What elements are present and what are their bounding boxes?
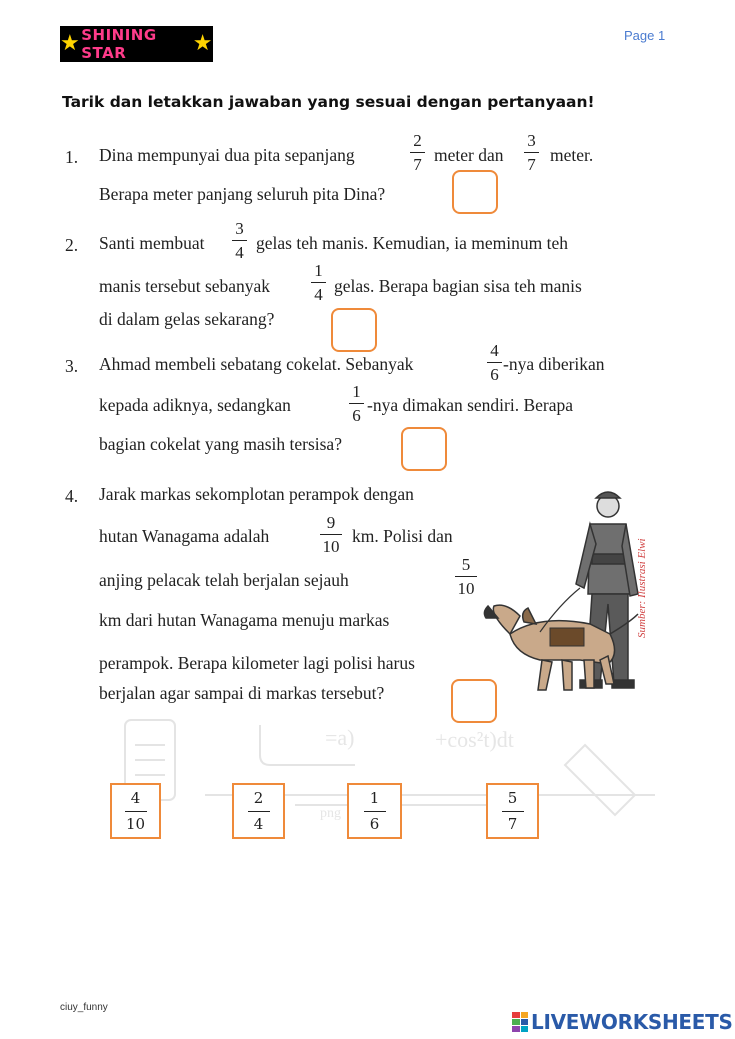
question-3-text: bagian cokelat yang masih tersisa?	[99, 434, 342, 454]
fraction-denominator: 6	[490, 365, 499, 384]
fraction-numerator: 1	[314, 261, 323, 280]
author-name: ciuy_funny	[60, 1002, 108, 1013]
question-2-text: gelas. Berapa bagian sisa teh manis	[334, 276, 582, 296]
tile-numerator: 5	[507, 788, 518, 807]
question-4-text: hutan Wanagama adalah	[99, 526, 270, 546]
fraction-1-4	[311, 262, 326, 303]
tile-numerator: 4	[130, 788, 141, 807]
fraction-denominator: 10	[457, 579, 475, 598]
fraction-denominator: 10	[322, 537, 340, 556]
fraction-denominator: 4	[314, 285, 323, 304]
answer-dropzone-1[interactable]	[452, 170, 498, 214]
question-4-text: km dari hutan Wanagama menuju markas	[99, 610, 390, 630]
tile-denominator: 4	[253, 814, 264, 833]
logo-text: SHINING STAR	[81, 26, 157, 62]
fraction-numerator: 2	[413, 131, 422, 150]
question-3-text: -nya dimakan sendiri. Berapa	[367, 395, 574, 415]
question-number: 3.	[65, 356, 79, 376]
page-label: Page 1	[624, 28, 666, 43]
answer-dropzone-3[interactable]	[401, 427, 447, 471]
tile-denominator: 7	[507, 814, 518, 833]
answer-tile[interactable]	[110, 783, 161, 839]
fraction-denominator: 4	[235, 243, 244, 262]
fraction-3-4	[232, 220, 247, 261]
question-4-text: anjing pelacak telah berjalan sejauh	[99, 570, 349, 590]
tile-denominator: 10	[125, 814, 146, 833]
fraction-numerator: 3	[235, 219, 244, 238]
question-3-text: -nya diberikan	[503, 354, 605, 374]
question-1-text: Dina mempunyai dua pita sepanjang	[99, 145, 355, 165]
question-4-text: berjalan agar sampai di markas tersebut?	[99, 683, 385, 703]
shining-star-logo	[60, 26, 213, 62]
question-3-text: Ahmad membeli sebatang cokelat. Sebanyak	[99, 354, 414, 374]
question-4-text: perampok. Berapa kilometer lagi polisi harus	[99, 653, 415, 673]
question-4-text: Jarak markas sekomplotan perampok dengan	[99, 484, 414, 504]
answer-tile[interactable]	[232, 783, 285, 839]
answer-tile[interactable]	[347, 783, 402, 839]
fraction-9-10	[320, 514, 342, 555]
fraction-numerator: 3	[527, 131, 536, 150]
liveworksheets-icon	[512, 1012, 528, 1032]
svg-text:=a): =a)	[325, 725, 355, 750]
svg-text:png: png	[320, 806, 341, 821]
fraction-4-6	[487, 342, 502, 383]
answer-tile[interactable]	[486, 783, 539, 839]
brand-text: LIVEWORKSHEETS	[531, 1010, 733, 1034]
fraction-1-6	[349, 383, 364, 424]
fraction-denominator: 7	[413, 155, 422, 174]
question-4-text: km. Polisi dan	[352, 526, 453, 546]
instruction-text: Tarik dan letakkan jawaban yang sesuai dengan pertanyaan!	[62, 93, 595, 111]
question-number: 4.	[65, 486, 79, 506]
question-1-text: meter dan	[434, 145, 504, 165]
fraction-numerator: 1	[352, 382, 361, 401]
fraction-numerator: 5	[461, 555, 471, 574]
question-3-text: kepada adiknya, sedangkan	[99, 395, 291, 415]
tile-denominator: 6	[369, 814, 380, 833]
fraction-denominator: 6	[352, 406, 361, 425]
star-icon: ★	[192, 31, 213, 56]
tile-numerator: 1	[369, 788, 380, 807]
tile-numerator: 2	[253, 788, 264, 807]
fraction-denominator: 7	[527, 155, 536, 174]
question-2-text: manis tersebut sebanyak	[99, 276, 271, 296]
star-icon: ★	[60, 31, 81, 56]
question-number: 1.	[65, 147, 79, 167]
question-2-text: gelas teh manis. Kemudian, ia meminum teh	[256, 233, 569, 253]
answer-dropzone-2[interactable]	[331, 308, 377, 352]
question-2-text: Santi membuat	[99, 233, 205, 253]
police-dog-illustration	[480, 484, 640, 704]
question-1-text: Berapa meter panjang seluruh pita Dina?	[99, 184, 386, 204]
liveworksheets-brand[interactable]	[512, 1010, 733, 1034]
fraction-2-7	[410, 132, 425, 173]
fraction-5-10	[455, 556, 477, 597]
fraction-3-7	[524, 132, 539, 173]
question-1-text: meter.	[550, 145, 594, 165]
question-2-text: di dalam gelas sekarang?	[99, 309, 275, 329]
illustration-credit: Sumber: Ilustrasi Elwi	[636, 538, 648, 638]
fraction-numerator: 9	[326, 513, 336, 532]
question-number: 2.	[65, 235, 79, 255]
fraction-numerator: 4	[490, 341, 499, 360]
svg-text:+cos²t)dt: +cos²t)dt	[435, 727, 514, 752]
